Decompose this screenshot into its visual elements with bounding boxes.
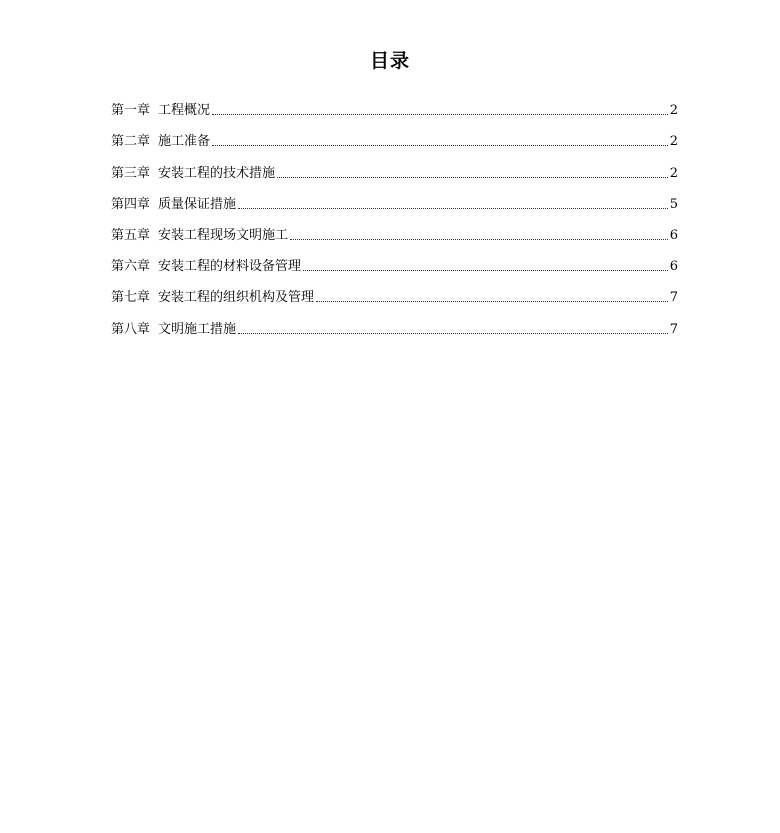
toc-entry-2[interactable] xyxy=(111,119,678,150)
toc-entry-7[interactable] xyxy=(111,275,678,306)
toc-chapter-number: 第二章 xyxy=(111,134,151,150)
toc-dot-leader xyxy=(212,144,668,146)
toc-entry-3[interactable] xyxy=(111,150,678,181)
toc-chapter-number: 第五章 xyxy=(111,227,151,243)
toc-chapter-title: 文明施工措施 xyxy=(158,321,237,337)
toc-chapter-number: 第四章 xyxy=(111,196,151,212)
toc-dot-leader xyxy=(303,269,668,271)
toc-chapter-number: 第八章 xyxy=(111,321,151,337)
toc-chapter-title: 质量保证措施 xyxy=(158,196,237,212)
toc-chapter-number: 第一章 xyxy=(111,103,151,119)
toc-page-number: 2 xyxy=(669,134,678,150)
toc-chapter-number: 第六章 xyxy=(111,259,151,275)
toc-chapter-title: 安装工程的材料设备管理 xyxy=(158,259,302,275)
toc-entry-6[interactable] xyxy=(111,244,678,275)
toc-page-number: 7 xyxy=(669,321,678,337)
toc-chapter-number: 第七章 xyxy=(111,290,151,306)
toc-dot-leader xyxy=(212,113,668,115)
toc-entry-5[interactable] xyxy=(111,213,678,244)
toc-dot-leader xyxy=(238,207,668,209)
toc-page-number: 2 xyxy=(669,165,678,181)
toc-dot-leader xyxy=(238,332,668,334)
toc-chapter-title: 安装工程现场文明施工 xyxy=(158,227,289,243)
toc-chapter-number: 第三章 xyxy=(111,165,151,181)
toc-chapter-title: 安装工程的组织机构及管理 xyxy=(158,290,315,306)
toc-chapter-title: 施工准备 xyxy=(158,134,211,150)
toc-list xyxy=(111,88,678,338)
toc-page-number: 6 xyxy=(669,259,678,275)
toc-page-number: 2 xyxy=(669,103,678,119)
toc-dot-leader xyxy=(290,238,668,240)
toc-chapter-title: 安装工程的技术措施 xyxy=(158,165,276,181)
toc-entry-4[interactable] xyxy=(111,182,678,213)
toc-entry-8[interactable] xyxy=(111,306,678,337)
toc-page-number: 5 xyxy=(669,196,678,212)
toc-chapter-title: 工程概况 xyxy=(158,103,211,119)
toc-dot-leader xyxy=(277,176,668,178)
toc-dot-leader xyxy=(316,300,668,302)
toc-page-number: 7 xyxy=(669,290,678,306)
toc-title: 目录 xyxy=(369,50,410,72)
toc-entry-1[interactable] xyxy=(111,88,678,119)
toc-page-number: 6 xyxy=(669,227,678,243)
